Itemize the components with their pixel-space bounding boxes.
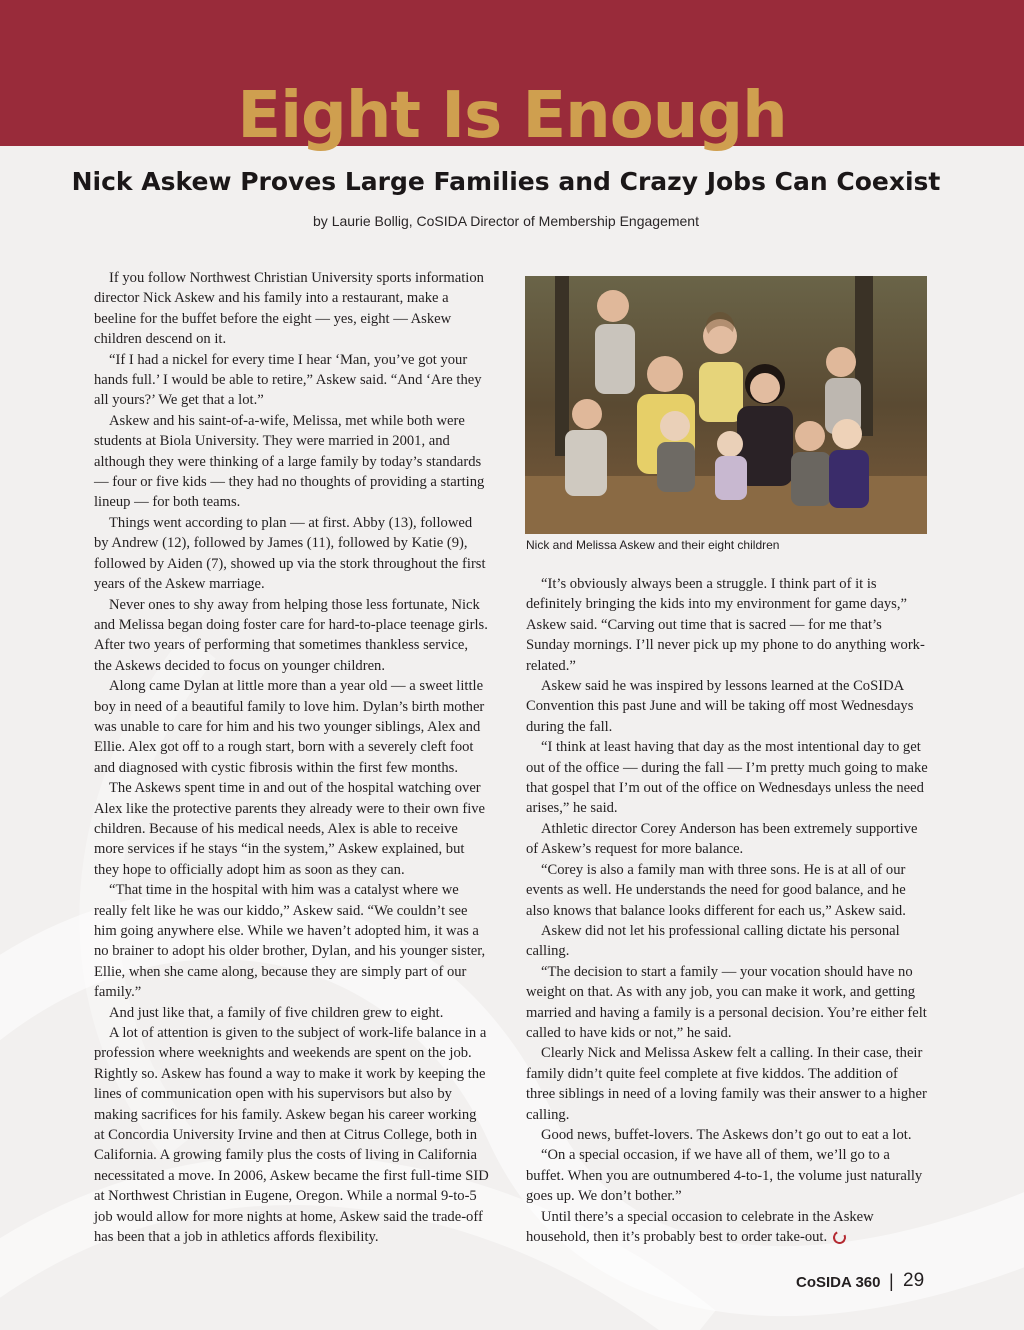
paragraph: “That time in the hospital with him was a catalyst where we really felt like he was our kiddo,” Askew said. “We couldn’t see him going anywhere else. While we haven’t adopted him, it was a no brainer to adopt his older brother, Dylan, and his younger sister, Ellie, when she came along, because they are simply part of our family.” <box>94 882 486 1001</box>
article-title: Eight Is Enough <box>237 79 787 153</box>
paragraph: A lot of attention is given to the subject of work-life balance in a profession where weeknights and weekends are spent on the job. Rightly so. Askew has found a way to make it work by keeping the lines of communication open with his supervisors but also by making sacrifices for his family. Askew began his career working at Concordia University Irvine and then at Citrus College, both in California. A growing family plus the costs of living in California necessitated a move. In 2006, Askew became the first full-time SID at Northwest Christian in Eugene, Oregon. While a normal 9-to-5 job would allow for more nights at home, Askew said the trade-off has been that a job in athletics affords flexibility. <box>94 1025 489 1246</box>
paragraph: “If I had a nickel for every time I hear ‘Man, you’ve got your hands full.’ I would be able to retire,” Askew said. “And ‘Are they all yours?’ We get that a lot.” <box>94 351 482 409</box>
paragraph: And just like that, a family of five children grew to eight. <box>109 1004 444 1021</box>
paragraph: “It’s obviously always been a struggle. I think part of it is definitely bringing the kids into my environment for game days,” Askew said. “Carving out time that is sacred — for me that’s Sunday mornings. I’ll never pick up my phone to do anything work-related.” <box>526 576 925 674</box>
paragraph-final-text: Until there’s a special occasion to celebrate in the Askew household, then it’s probably best to order take-out. <box>526 1208 874 1245</box>
paragraph: Athletic director Corey Anderson has been extremely supportive of Askew’s request for more balance. <box>526 820 918 858</box>
article-left-column <box>94 268 489 1248</box>
paragraph: Askew and his saint-of-a-wife, Melissa, met while both were students at Biola University. They were married in 2001, and although they were thinking of a large family by today’s standards — four or five kids — they had no thoughts of providing a starting lineup — for both teams. <box>94 412 485 511</box>
footer-brand-name: CoSIDA <box>796 1274 852 1291</box>
photo-caption: Nick and Melissa Askew and their eight children <box>526 538 780 552</box>
page-number: 29 <box>903 1270 925 1291</box>
paragraph: Never ones to shy away from helping those less fortunate, Nick and Melissa began doing foster care for hard-to-place teenage girls. After two years of performing that sometimes thankless service, the Askews decided to focus on younger children. <box>94 596 488 674</box>
page-footer <box>796 1268 996 1298</box>
paragraph: Askew said he was inspired by lessons learned at the CoSIDA Convention this past June and will be taking off most Wednesdays during the fall. <box>526 678 914 735</box>
paragraph: Clearly Nick and Melissa Askew felt a calling. In their case, their family didn’t quite feel complete at five kiddos. The addition of three siblings in need of a loving family was their answer to a higher calling. <box>526 1045 927 1123</box>
paragraph: “The decision to start a family — your vocation should have no weight on that. As with any job, you can make it work, and getting married and having a family is a personal decision. You’re either felt called to have kids or not,” he said. <box>526 963 927 1041</box>
family-photo <box>525 276 927 534</box>
paragraph: “Corey is also a family man with three sons. He is at all of our events as well. He understands the need for good balance, and he also knows that balance looks different for each us,” Askew said. <box>526 861 906 919</box>
footer-brand-number: 360 <box>855 1274 881 1291</box>
paragraph: Along came Dylan at little more than a year old — a sweet little boy in need of a beautiful family to love him. Dylan’s birth mother was unable to care for him and his two younger siblings, Alex and Ellie. Alex got off to a rough start, born with a severely cleft foot and diagnosed with cystic fibrosis within the first few months. <box>94 678 485 776</box>
paragraph: Askew did not let his professional calling dictate his personal calling. <box>526 922 900 960</box>
article-byline: by Laurie Bollig, CoSIDA Director of Membership Engagement <box>313 213 699 229</box>
footer-brand <box>796 1274 880 1291</box>
footer-separator: | <box>889 1271 894 1291</box>
article-subtitle: Nick Askew Proves Large Families and Crazy Jobs Can Coexist <box>71 167 941 196</box>
paragraph: If you follow Northwest Christian University sports information director Nick Askew and his family into a restaurant, make a beeline for the buffet before the eight — yes, eight — Askew children descend on it. <box>94 270 484 348</box>
paragraph: Things went according to plan — at first. Abby (13), followed by Andrew (12), followed by James (11), followed by Katie (9), followed by Aiden (7), showed up via the stork throughout the first years of the Askew marriage. <box>94 514 486 593</box>
paragraph: “I think at least having that day as the most intentional day to get out of the office — during the fall — I’m pretty much going to make that gospel that I’m out of the office on Wednesdays unless the need arises,” he said. <box>526 739 928 817</box>
paragraph: Good news, buffet-lovers. The Askews don’t go out to eat a lot. <box>541 1126 912 1143</box>
article-right-column <box>526 574 929 1247</box>
paragraph-final <box>526 1207 929 1248</box>
paragraph: The Askews spent time in and out of the hospital watching over Alex like the protective parents they already were to their own five children. Because of his medical needs, Alex is able to receive more services if he stays “in the system,” Askew explained, but they hope to officially adopt him as soon as they can. <box>94 780 486 878</box>
paragraph: “On a special occasion, if we have all of them, we’ll go to a buffet. When you are outnumbered 4-to-1, the volume just naturally goes up. We don’t bother.” <box>526 1147 923 1205</box>
circle-end-mark-icon <box>831 1229 848 1246</box>
